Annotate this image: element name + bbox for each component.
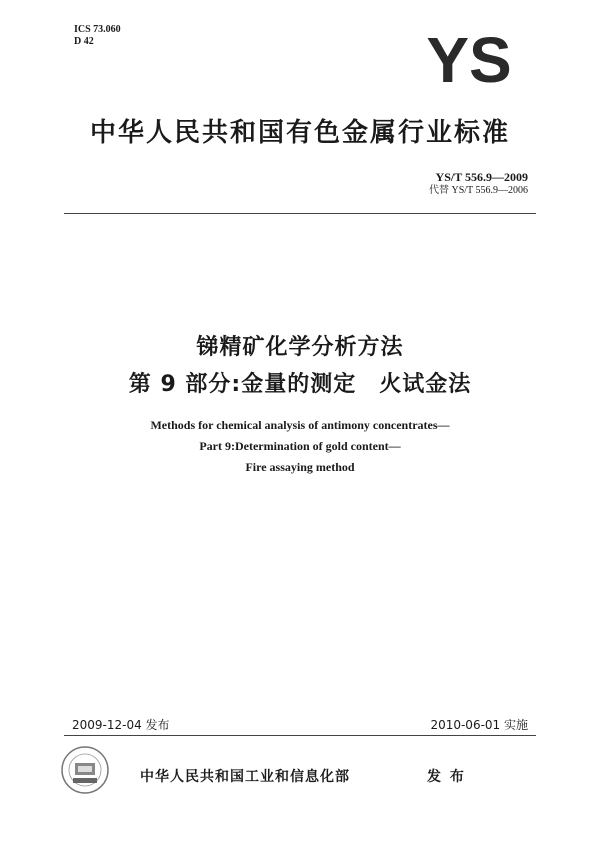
classification-codes — [74, 24, 121, 48]
standard-number: YS/T 556.9—2009 — [435, 170, 528, 184]
footer-divider — [64, 735, 536, 736]
implement-date: 2010-06-01 实施 — [430, 718, 528, 732]
issue-date: 2009-12-04 发布 — [72, 718, 170, 732]
en-title-line-2: Part 9:Determination of gold content— — [199, 439, 401, 453]
issue-label: 发 布 — [427, 769, 466, 785]
en-title-line-1: Methods for chemical analysis of antimony concentrates— — [150, 418, 450, 432]
ics-code: ICS 73.060 — [74, 24, 121, 35]
standard-number-block — [429, 170, 528, 198]
ccs-code: D 42 — [74, 36, 94, 47]
ys-logo — [410, 30, 528, 88]
header-divider — [64, 213, 536, 214]
cn-title-line-2: 第 9 部分:金量的测定 火试金法 — [128, 372, 472, 397]
standard-category-title: 中华人民共和国有色金属行业标准 — [89, 118, 510, 148]
ys-logo-text: YS — [426, 30, 512, 88]
replaces-standard: 代替 YS/T 556.9—2006 — [429, 185, 528, 196]
en-title-line-3: Fire assaying method — [245, 460, 355, 474]
issuing-authority: 中华人民共和国工业和信息化部 — [140, 769, 350, 785]
publisher-seal-icon — [60, 745, 110, 795]
cn-title-line-1: 锑精矿化学分析方法 — [196, 335, 404, 360]
